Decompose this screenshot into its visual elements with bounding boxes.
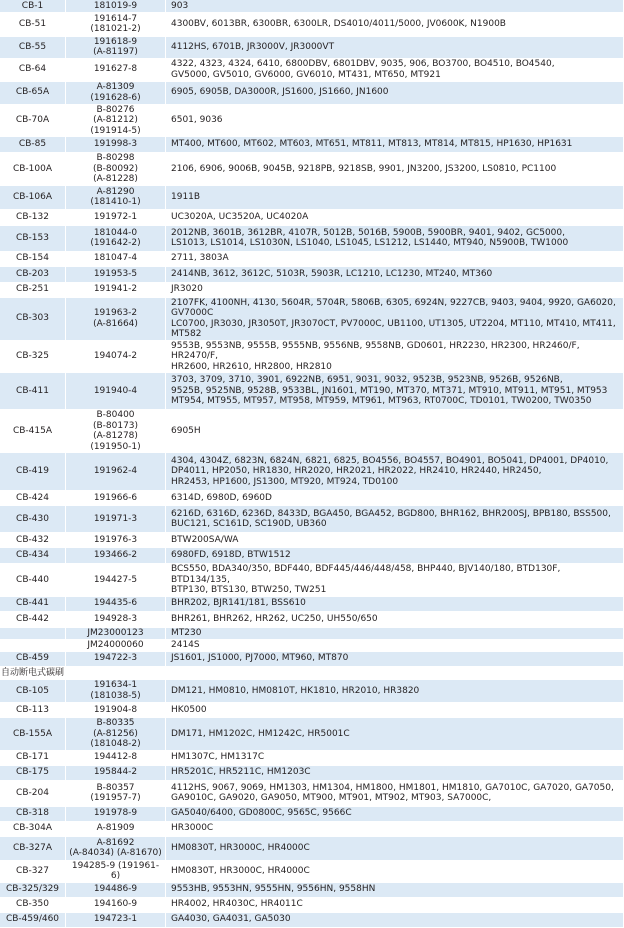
table-row	[0, 491, 624, 506]
part-code-cell: 191614-7 (181021-2)	[66, 12, 166, 36]
table-row	[0, 373, 624, 410]
table-row	[0, 703, 624, 718]
part-code-cell: 191978-9	[66, 806, 166, 821]
table-row	[0, 564, 624, 597]
model-cell: CB-327A	[0, 836, 66, 860]
model-cell: CB-1	[0, 0, 66, 12]
table-row	[0, 104, 624, 137]
part-code-cell: 191998-3	[66, 137, 166, 153]
model-cell: CB-153	[0, 225, 66, 251]
applications-cell: HR5201C, HR5211C, HM1203C	[166, 765, 624, 780]
applications-cell: 4112HS, 6701B, JR3000V, JR3000VT	[166, 36, 624, 58]
model-cell: CB-327	[0, 860, 66, 882]
model-cell: CB-106A	[0, 185, 66, 209]
table-row	[0, 718, 624, 751]
applications-cell: BHR261, BHR262, HR262, UC250, UH550/650	[166, 611, 624, 627]
model-cell: CB-154	[0, 251, 66, 266]
model-cell: CB-100A	[0, 153, 66, 186]
applications-cell: 2414S	[166, 639, 624, 651]
part-code-cell: 194486-9	[66, 882, 166, 897]
part-code-cell: A-81909	[66, 821, 166, 836]
model-cell: CB-85	[0, 137, 66, 153]
table-row	[0, 225, 624, 251]
part-code-cell: 194722-3	[66, 651, 166, 666]
applications-cell: 2012NB, 3601B, 3612BR, 4107R, 5012B, 5016B, 5900B, 5900BR, 9401, 9402, GC5000, LS1013, LS1014, LS1030N, LS1040, LS1045, LS1212, LS1440, MT940, N5900B, TW1000	[166, 225, 624, 251]
part-code-cell: A-81692 (A-84034) (A-81670)	[66, 836, 166, 860]
applications-cell: 6905, 6905B, DA3000R, JS1600, JS1660, JN1600	[166, 81, 624, 104]
table-row	[0, 185, 624, 209]
auto-stop-brush-table	[0, 680, 624, 928]
section2-body	[0, 680, 624, 928]
table-row	[0, 806, 624, 821]
part-code-cell: 195844-2	[66, 765, 166, 780]
applications-cell: BHR202, BJR141/181, BSS610	[166, 596, 624, 611]
table-row	[0, 340, 624, 373]
table-row	[0, 410, 624, 453]
model-cell: CB-424	[0, 491, 66, 506]
part-code-cell: 181019-9	[66, 0, 166, 12]
model-cell: CB-65A	[0, 81, 66, 104]
part-code-cell: 191976-3	[66, 533, 166, 548]
part-code-cell: 194435-6	[66, 596, 166, 611]
part-code-cell: 191634-1 (181038-5)	[66, 680, 166, 703]
model-cell: CB-303	[0, 297, 66, 340]
applications-cell: 2711, 3803A	[166, 251, 624, 266]
model-cell: CB-459	[0, 651, 66, 666]
table-row	[0, 453, 624, 491]
applications-cell: 4300BV, 6013BR, 6300BR, 6300LR, DS4010/4011/5000, JV0600K, N1900B	[166, 12, 624, 36]
table-row	[0, 251, 624, 266]
table-row	[0, 912, 624, 927]
applications-cell: HM0830T, HR3000C, HR4000C	[166, 860, 624, 882]
model-cell: CB-411	[0, 373, 66, 410]
applications-cell: HK0500	[166, 703, 624, 718]
part-code-cell: 194427-5	[66, 564, 166, 597]
part-code-cell: 193466-2	[66, 548, 166, 564]
model-cell	[0, 639, 66, 651]
applications-cell: HR4002, HR4030C, HR4011C	[166, 897, 624, 912]
model-cell: CB-325/329	[0, 882, 66, 897]
applications-cell: 6501, 9036	[166, 104, 624, 137]
part-code-cell: 191962-4	[66, 453, 166, 491]
applications-cell: 6314D, 6980D, 6960D	[166, 491, 624, 506]
applications-cell: HR3000C	[166, 821, 624, 836]
applications-cell: JS1601, JS1000, PJ7000, MT960, MT870	[166, 651, 624, 666]
part-code-cell: 194928-3	[66, 611, 166, 627]
applications-cell: JR3020	[166, 282, 624, 297]
applications-cell: 6216D, 6316D, 6236D, 8433D, BGA450, BGA452, BGD800, BHR162, BHR200SJ, BPB180, BSS500, BUC121, SC161D, SC190D, UB360	[166, 506, 624, 533]
part-code-cell: 191627-8	[66, 58, 166, 81]
table-row	[0, 765, 624, 780]
table-row	[0, 0, 624, 12]
model-cell: CB-203	[0, 266, 66, 282]
applications-cell: 3703, 3709, 3710, 3901, 6922NB, 6951, 9031, 9032, 9523B, 9523NB, 9526B, 9526NB, 9525B, 9525NB, 9528B, 9533BL, JN1601, MT190, MT370, MT371, MT910, MT911, MT951, MT953 MT954, MT955, MT957, MT958, MT959, MT961, MT963, RT0700C, TD0101, TW0200, TW0350	[166, 373, 624, 410]
applications-cell: 1911B	[166, 185, 624, 209]
table-row	[0, 506, 624, 533]
model-cell: CB-442	[0, 611, 66, 627]
table-row	[0, 882, 624, 897]
model-cell: CB-430	[0, 506, 66, 533]
section-heading-auto-stop-brushes: 自动断电式碳刷	[0, 667, 624, 680]
model-cell: CB-64	[0, 58, 66, 81]
applications-cell: 903	[166, 0, 624, 12]
part-code-cell: A-81290 (181410-1)	[66, 185, 166, 209]
part-code-cell: B-80400 (B-80173) (A-81278) (191950-1)	[66, 410, 166, 453]
applications-cell: 6980FD, 6918D, BTW1512	[166, 548, 624, 564]
table-row	[0, 533, 624, 548]
table-row	[0, 897, 624, 912]
model-cell: CB-105	[0, 680, 66, 703]
model-cell: CB-419	[0, 453, 66, 491]
model-cell: CB-55	[0, 36, 66, 58]
model-cell: CB-132	[0, 209, 66, 225]
applications-cell: HM1307C, HM1317C	[166, 750, 624, 765]
applications-cell: BTW200SA/WA	[166, 533, 624, 548]
table-row	[0, 209, 624, 225]
table-row	[0, 627, 624, 639]
part-code-cell: 191971-3	[66, 506, 166, 533]
part-code-cell: 191953-5	[66, 266, 166, 282]
applications-cell: UC3020A, UC3520A, UC4020A	[166, 209, 624, 225]
model-cell: CB-51	[0, 12, 66, 36]
applications-cell: GA5040/6400, GD0800C, 9565C, 9566C	[166, 806, 624, 821]
model-cell: CB-175	[0, 765, 66, 780]
part-code-cell: B-80298 (B-80092) (A-81228)	[66, 153, 166, 186]
part-code-cell: 191966-6	[66, 491, 166, 506]
applications-cell: GA4030, GA4031, GA5030	[166, 912, 624, 927]
applications-cell: MT230	[166, 627, 624, 639]
part-code-cell: 191940-4	[66, 373, 166, 410]
table-row	[0, 750, 624, 765]
table-row	[0, 36, 624, 58]
applications-cell: 9553HB, 9553HN, 9555HN, 9556HN, 9558HN	[166, 882, 624, 897]
model-cell: CB-318	[0, 806, 66, 821]
part-code-cell: 191618-9 (A-81197)	[66, 36, 166, 58]
part-code-cell: JM24000060	[66, 639, 166, 651]
model-cell: CB-251	[0, 282, 66, 297]
part-code-cell: 194412-8	[66, 750, 166, 765]
table-row	[0, 680, 624, 703]
part-code-cell: 194074-2	[66, 340, 166, 373]
model-cell: CB-204	[0, 780, 66, 806]
model-cell: CB-304A	[0, 821, 66, 836]
applications-cell: DM171, HM1202C, HM1242C, HR5001C	[166, 718, 624, 751]
table-row	[0, 81, 624, 104]
part-code-cell: B-80357 (191957-7)	[66, 780, 166, 806]
model-cell: CB-155A	[0, 718, 66, 751]
model-cell: CB-325	[0, 340, 66, 373]
model-cell: CB-434	[0, 548, 66, 564]
part-code-cell: 191941-2	[66, 282, 166, 297]
part-code-cell: 181044-0 (191642-2)	[66, 225, 166, 251]
applications-cell: DM121, HM0810, HM0810T, HK1810, HR2010, HR3820	[166, 680, 624, 703]
table-row	[0, 860, 624, 882]
model-cell: CB-440	[0, 564, 66, 597]
table-row	[0, 780, 624, 806]
part-code-cell: JM23000123	[66, 627, 166, 639]
model-cell: CB-113	[0, 703, 66, 718]
applications-cell: 2106, 6906, 9006B, 9045B, 9218PB, 9218SB, 9901, JN3200, JS3200, LS0810, PC1100	[166, 153, 624, 186]
applications-cell: HM0830T, HR3000C, HR4000C	[166, 836, 624, 860]
model-cell: CB-350	[0, 897, 66, 912]
model-cell: CB-459/460	[0, 912, 66, 927]
part-code-cell: 181047-4	[66, 251, 166, 266]
part-code-cell: B-80276 (A-81212) (191914-5)	[66, 104, 166, 137]
applications-cell: 4112HS, 9067, 9069, HM1303, HM1304, HM1800, HM1801, HM1810, GA7010C, GA7020, GA7050, GA9010C, GA9020, GA9050, MT900, MT901, MT902, MT903, SA7000C,	[166, 780, 624, 806]
table-row	[0, 821, 624, 836]
table-row	[0, 548, 624, 564]
part-code-cell: 194723-1	[66, 912, 166, 927]
model-cell: CB-171	[0, 750, 66, 765]
applications-cell: BCS550, BDA340/350, BDF440, BDF445/446/448/458, BHP440, BJV140/180, BTD130F, BTD134/135, BTP130, BTS130, BTW250, TW251	[166, 564, 624, 597]
table-row	[0, 639, 624, 651]
applications-cell: 6905H	[166, 410, 624, 453]
part-code-cell: 191904-8	[66, 703, 166, 718]
applications-cell: 9553B, 9553NB, 9555B, 9555NB, 9556NB, 9558NB, GD0601, HR2230, HR2300, HR2460/F, HR2470/F, HR2600, HR2610, HR2800, HR2810	[166, 340, 624, 373]
table-row	[0, 266, 624, 282]
applications-cell: 2107FK, 4100NH, 4130, 5604R, 5704R, 5806B, 6305, 6924N, 9227CB, 9403, 9404, 9920, GA6020, GV7000C LC0700, JR3030, JR3050T, JR3070CT, PV7000C, UB1100, UT1305, UT2204, MT110, MT410, MT411, MT582	[166, 297, 624, 340]
model-cell: CB-441	[0, 596, 66, 611]
part-code-cell: B-80335 (A-81256) (181048-2)	[66, 718, 166, 751]
table-row	[0, 651, 624, 666]
table-row	[0, 297, 624, 340]
table-row	[0, 836, 624, 860]
table-row	[0, 153, 624, 186]
table-row	[0, 137, 624, 153]
table-row	[0, 282, 624, 297]
table-row	[0, 12, 624, 36]
applications-cell: 4322, 4323, 4324, 6410, 6800DBV, 6801DBV, 9035, 906, BO3700, BO4510, BO4540, GV5000, GV5010, GV6000, GV6010, MT431, MT650, MT921	[166, 58, 624, 81]
part-code-cell: A-81309 (191628-6)	[66, 81, 166, 104]
part-code-cell: 191963-2 (A-81664)	[66, 297, 166, 340]
model-cell	[0, 627, 66, 639]
model-cell: CB-70A	[0, 104, 66, 137]
applications-cell: 4304, 4304Z, 6823N, 6824N, 6821, 6825, BO4556, BO4557, BO4901, BO5041, DP4001, DP4010, DP4011, HP2050, HR1830, HR2020, HR2021, HR2022, HR2410, HR2440, HR2450, HR2453, HP1600, JS1300, MT920, MT924, TD0100	[166, 453, 624, 491]
part-code-cell: 191972-1	[66, 209, 166, 225]
part-code-cell: 194285-9 (191961-6)	[66, 860, 166, 882]
model-cell: CB-432	[0, 533, 66, 548]
applications-cell: MT400, MT600, MT602, MT603, MT651, MT811, MT813, MT814, MT815, HP1630, HP1631	[166, 137, 624, 153]
part-code-cell: 194160-9	[66, 897, 166, 912]
table-row	[0, 58, 624, 81]
table-row	[0, 611, 624, 627]
applications-cell: 2414NB, 3612, 3612C, 5103R, 5903R, LC1210, LC1230, MT240, MT360	[166, 266, 624, 282]
table-row	[0, 596, 624, 611]
model-cell: CB-415A	[0, 410, 66, 453]
